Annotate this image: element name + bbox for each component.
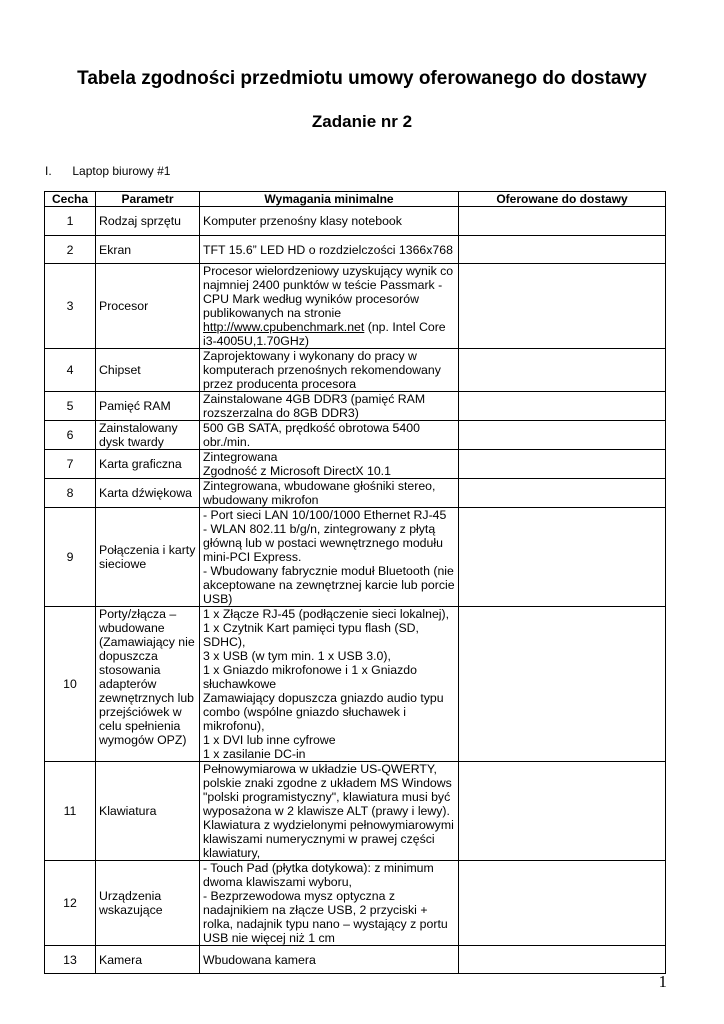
requirement-line: wbudowany mikrofon [203, 493, 319, 507]
row-number: 13 [45, 946, 96, 974]
row-requirement [200, 392, 459, 421]
row-offer-cell[interactable] [459, 207, 666, 236]
row-number: 8 [45, 479, 96, 508]
requirement-line: przez producenta procesora [203, 377, 357, 391]
param-line: wskazujące [99, 903, 163, 917]
row-offer-cell[interactable] [459, 508, 666, 607]
requirement-line: - WLAN 802.11 b/g/n, zintegrowany z płytą [203, 522, 436, 536]
row-offer-cell[interactable] [459, 479, 666, 508]
requirement-line: komputerach przenośnych rekomendowany [203, 363, 441, 377]
table-row [45, 349, 666, 392]
row-requirement [200, 607, 459, 762]
cpubenchmark-link[interactable]: http://www.cpubenchmark.net [203, 320, 365, 334]
table-row [45, 479, 666, 508]
param-line: (Zamawiający nie [99, 635, 195, 649]
requirement-line: mikrofonu), [203, 719, 265, 733]
row-param: Chipset [96, 349, 200, 392]
requirement-line: Zintegrowana, wbudowane głośniki stereo, [203, 479, 436, 493]
requirement-line: - Bezprzewodowa mysz optyczna z [203, 889, 396, 903]
row-number: 10 [45, 607, 96, 762]
row-param: Rodzaj sprzętu [96, 207, 200, 236]
header-cecha: Cecha [45, 192, 96, 207]
section-label: Laptop biurowy #1 [72, 164, 171, 178]
row-offer-cell[interactable] [459, 349, 666, 392]
row-offer-cell[interactable] [459, 861, 666, 946]
requirement-line: obr./min. [203, 435, 251, 449]
requirement-line: 500 GB SATA, prędkość obrotowa 5400 [203, 421, 420, 435]
param-line: zewnętrznych lub [99, 691, 195, 705]
row-offer-cell[interactable] [459, 264, 666, 349]
requirement-line: 3 x USB (w tym min. 1 x USB 3.0), [203, 649, 391, 663]
requirement-line: combo (wspólne gniazdo słuchawek i [203, 705, 407, 719]
section-number: I. [45, 164, 52, 178]
requirement-line: główną lub w postaci wewnętrznego modułu [203, 536, 443, 550]
requirement-line: 1 x Gniazdo mikrofonowe i 1 x Gniazdo [203, 663, 417, 677]
row-param: Klawiatura [96, 762, 200, 861]
document-title: Tabela zgodności przedmiotu umowy oferowanego do dostawy [77, 68, 647, 89]
requirement-line: publikowanych na stronie [203, 306, 342, 320]
section-heading [45, 164, 170, 178]
requirement-line: Zintegrowana [203, 450, 278, 464]
requirement-line: "polski programistyczny", klawiatura musi być [203, 790, 451, 804]
requirement-line: nadajnikiem na złącze USB, 2 przyciski + [203, 903, 428, 917]
requirement-line: Klawiatura z wydzielonymi pełnowymiarowymi [203, 818, 454, 832]
table-row [45, 861, 666, 946]
table-row [45, 392, 666, 421]
row-requirement: Komputer przenośny klasy notebook [200, 207, 459, 236]
table-row [45, 421, 666, 450]
requirement-line: Zaprojektowany i wykonany do pracy w [203, 349, 417, 363]
row-number: 4 [45, 349, 96, 392]
param-line: wbudowane [99, 621, 165, 635]
requirement-line: dwoma klawiszami wyboru, [203, 875, 352, 889]
row-param [96, 861, 200, 946]
requirement-line: klawiszami numerycznymi w prawej części [203, 832, 435, 846]
row-number: 5 [45, 392, 96, 421]
requirement-line: rozszerzalna do 8GB DDR3) [203, 406, 359, 420]
row-offer-cell[interactable] [459, 450, 666, 479]
row-offer-cell[interactable] [459, 607, 666, 762]
param-line: przejściówek w [99, 705, 182, 719]
requirement-line: - Touch Pad (płytka dotykowa): z minimum [203, 861, 434, 875]
requirement-line: CPU Mark według wyników procesorów [203, 292, 419, 306]
row-requirement [200, 479, 459, 508]
requirement-line: - Port sieci LAN 10/100/1000 Ethernet RJ-45 [203, 508, 447, 522]
param-line: wymogów OPZ) [99, 733, 187, 747]
requirement-line: USB nie więcej niż 1 cm [203, 931, 335, 945]
row-requirement [200, 450, 459, 479]
header-wymagania: Wymagania minimalne [200, 192, 459, 207]
row-requirement: Wbudowana kamera [200, 946, 459, 974]
row-requirement [200, 264, 459, 349]
requirement-line: Zamawiający dopuszcza gniazdo audio typu [203, 691, 444, 705]
row-offer-cell[interactable] [459, 392, 666, 421]
requirement-text: (np. Intel Core [364, 320, 446, 334]
param-line: Porty/złącza – [99, 607, 177, 621]
requirement-line: Procesor wielordzeniowy uzyskujący wynik co [203, 264, 454, 278]
param-line: dysk twardy [99, 435, 164, 449]
requirement-line: mini-PCI Express. [203, 550, 302, 564]
requirement-line: akceptowane na zewnętrznej karcie lub porcie [203, 578, 455, 592]
row-param: Kamera [96, 946, 200, 974]
param-line: dopuszcza [99, 649, 158, 663]
requirement-line: 1 x zasilanie DC-in [203, 747, 306, 761]
row-requirement: TFT 15.6” LED HD o rozdzielczości 1366x768 [200, 236, 459, 264]
param-line: Połączenia i karty [99, 543, 196, 557]
requirement-line [203, 320, 455, 334]
requirement-line: rolka, nadajnik typu nano – wystający z portu [203, 917, 448, 931]
row-number: 12 [45, 861, 96, 946]
table-row [45, 946, 666, 974]
row-number: 6 [45, 421, 96, 450]
row-param: Pamięć RAM [96, 392, 200, 421]
row-requirement [200, 861, 459, 946]
row-offer-cell[interactable] [459, 421, 666, 450]
row-param [96, 508, 200, 607]
table-row [45, 762, 666, 861]
table-row [45, 207, 666, 236]
row-param: Karta dźwiękowa [96, 479, 200, 508]
param-line: Zainstalowany [99, 421, 178, 435]
param-line: stosowania [99, 663, 161, 677]
header-oferowane: Oferowane do dostawy [459, 192, 666, 207]
table-row [45, 264, 666, 349]
row-requirement [200, 762, 459, 861]
requirement-line: słuchawkowe [203, 677, 277, 691]
row-number: 1 [45, 207, 96, 236]
table-row [45, 508, 666, 607]
row-number: 7 [45, 450, 96, 479]
row-number: 3 [45, 264, 96, 349]
requirement-line: USB) [203, 592, 233, 606]
param-line: sieciowe [99, 557, 147, 571]
row-number: 11 [45, 762, 96, 861]
header-parametr: Parametr [96, 192, 200, 207]
requirement-line: 1 x Czytnik Kart pamięci typu flash (SD, [203, 621, 419, 635]
requirement-line: i3-4005U,1.70GHz) [203, 334, 309, 348]
table-header-row [45, 192, 666, 207]
requirement-line: 1 x DVI lub inne cyfrowe [203, 733, 336, 747]
row-number: 9 [45, 508, 96, 607]
requirement-line: SDHC), [203, 635, 246, 649]
row-offer-cell[interactable] [459, 946, 666, 974]
requirement-line: klawiatury, [203, 846, 261, 860]
row-offer-cell[interactable] [459, 762, 666, 861]
row-number: 2 [45, 236, 96, 264]
row-param [96, 421, 200, 450]
page-number: 1 [658, 972, 667, 991]
row-param [96, 607, 200, 762]
spec-table [44, 191, 666, 974]
requirement-line: 1 x Złącze RJ-45 (podłączenie sieci lokalnej), [203, 607, 450, 621]
table-row [45, 236, 666, 264]
row-requirement [200, 421, 459, 450]
row-offer-cell[interactable] [459, 236, 666, 264]
row-param: Karta graficzna [96, 450, 200, 479]
requirement-line: Zgodność z Microsoft DirectX 10.1 [203, 464, 391, 478]
requirement-line: Zainstalowane 4GB DDR3 (pamięć RAM [203, 392, 426, 406]
requirement-line: wyposażona w 2 klawisze ALT (prawy i lewy). [203, 804, 450, 818]
requirement-line: najmniej 2400 punktów w teście Passmark - [203, 278, 443, 292]
table-row [45, 607, 666, 762]
requirement-line: polskie znaki zgodne z układem MS Windows [203, 776, 452, 790]
row-requirement [200, 349, 459, 392]
row-requirement [200, 508, 459, 607]
row-param: Procesor [96, 264, 200, 349]
param-line: celu spełnienia [99, 719, 181, 733]
param-line: adapterów [99, 677, 157, 691]
row-param: Ekran [96, 236, 200, 264]
requirement-line: Pełnowymiarowa w układzie US-QWERTY, [203, 762, 437, 776]
table-row [45, 450, 666, 479]
param-line: Urządzenia [99, 889, 162, 903]
requirement-line: - Wbudowany fabrycznie moduł Bluetooth (nie [203, 564, 454, 578]
document-subtitle: Zadanie nr 2 [311, 112, 413, 131]
